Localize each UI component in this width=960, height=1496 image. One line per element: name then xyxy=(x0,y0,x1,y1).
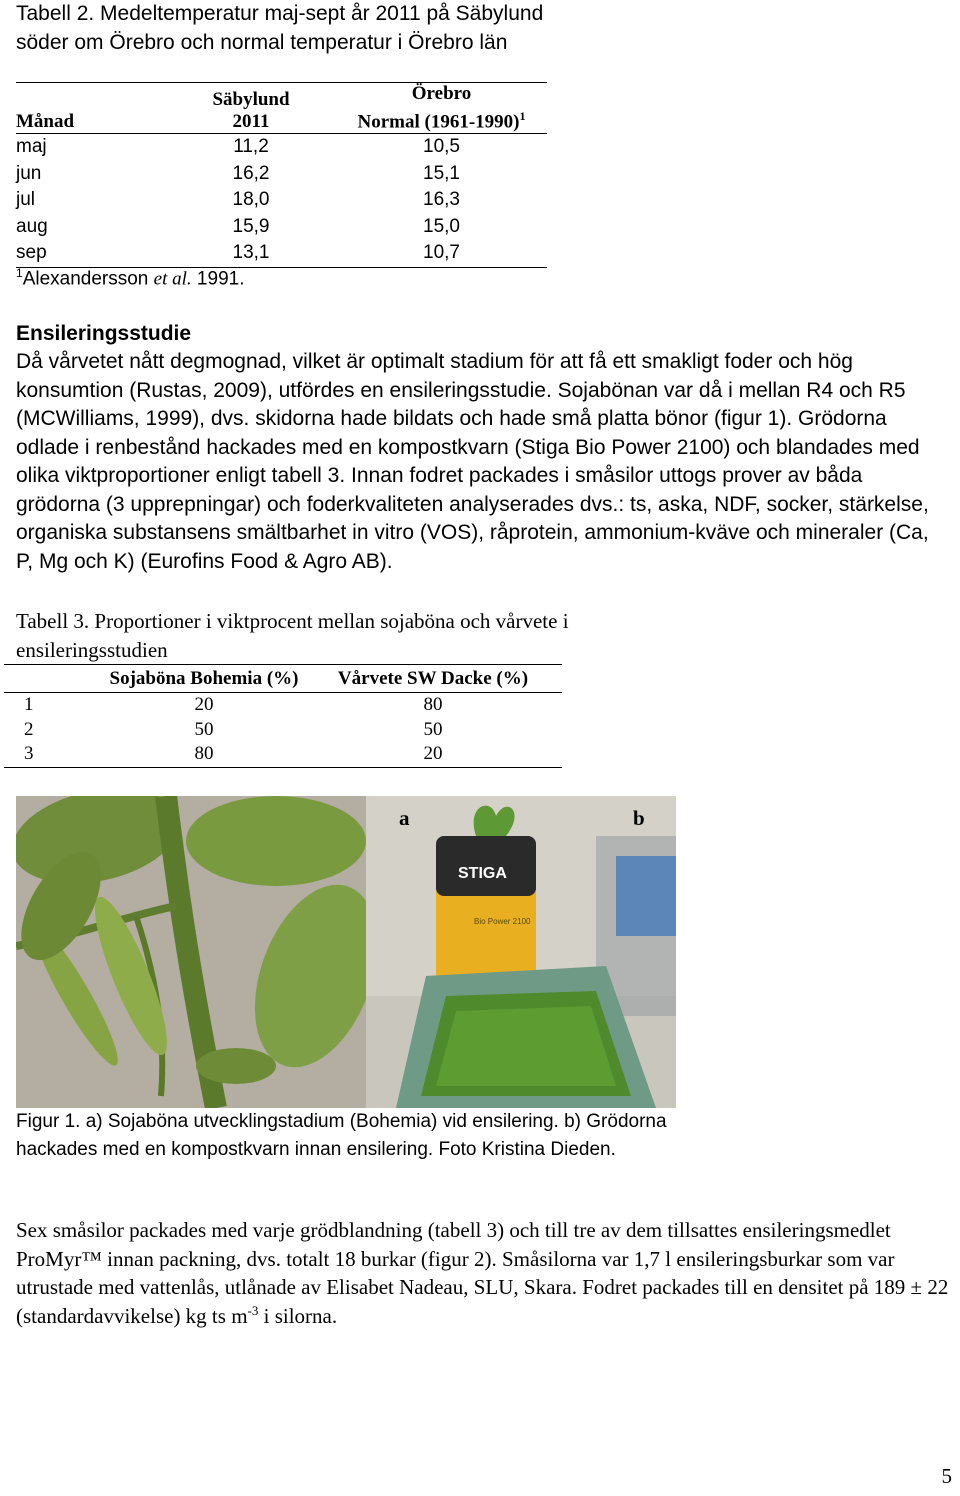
table3 xyxy=(4,664,562,768)
table3-row xyxy=(4,742,562,767)
table3-cell-n: 2 xyxy=(24,718,34,740)
table2-header-row xyxy=(16,83,547,134)
table2-cell-sabylund: 16,2 xyxy=(232,162,270,184)
machine-model-text: Bio Power 2100 xyxy=(474,917,531,926)
photo-label-a: a xyxy=(399,806,410,830)
section-heading: Ensileringsstudie xyxy=(16,322,192,345)
table2-row xyxy=(16,134,547,161)
section-body: Då vårvetet nått degmognad, vilket är optimalt stadium för att få ett smakligt foder och hög konsumtion (Rustas, 2009), utfördes en ensileringsstudie. Sojabönan var då i mellan R4 och R5 (MCWilliams, 1999), dvs. skidorna hade bildats och hade små platta bönor (figur 1). Grödorna odlade i renbestånd hackades med en kompostkvarn (Stiga Bio Power 2100) och blandades med olika viktproportioner enligt tabell 3. Innan fodret packades i småsilor uttogs prover av båda grödorna (3 upprepningar) och foderkvaliteten analyserades dvs.: ts, aska, NDF, socker, stärkelse, organiska substansens smältbarhet in vitro (VOS), råprotein, ammonium-kväve och mineraler (Ca, P, Mg och K) (Eurofins Food & Agro AB). xyxy=(16,350,929,573)
figure-1 xyxy=(16,796,676,1108)
table2-cell-month: maj xyxy=(16,136,47,158)
table2-row xyxy=(16,240,547,267)
table2-cell-orebro: 10,5 xyxy=(423,136,460,158)
table2-cell-month: jul xyxy=(16,189,36,211)
table3-cell-n: 3 xyxy=(24,743,34,765)
table2-row xyxy=(16,187,547,214)
paragraph-2: Sex småsilor packades med varje grödblandning (tabell 3) och till tre av dem tillsattes ensileringsmedlet ProMyr™ innan packning, dvs. totalt 18 burkar (figur 2). Småsilorna var 1,7 l ensileringsburkar som var utrustade med vattenlås, utlånade av Elisabet Nadeau, SLU, Skara. Fodret packades till en densitet på 189 ± 22 (standardavvikelse) kg ts $m^{-3}$ i silorna. xyxy=(16,1218,949,1328)
table2-cell-orebro: 15,0 xyxy=(423,215,460,237)
machine-brand-text: STIGA xyxy=(458,865,507,882)
table2-cell-month: aug xyxy=(16,215,48,237)
table2-body xyxy=(16,134,547,268)
table2 xyxy=(16,82,547,268)
table2-cell-sabylund: 18,0 xyxy=(232,189,270,211)
table3-cell-soja: 20 xyxy=(194,694,214,716)
table3-cell-soja: 50 xyxy=(194,718,214,740)
table3-cell-vete: 20 xyxy=(423,743,443,765)
table2-footnote: $^1$Alexandersson et al. 1991. xyxy=(16,266,245,290)
figure-caption: Figur 1. a) Sojaböna utvecklingstadium (Bohemia) vid ensilering. b) Grödorna hackades med en kompostkvarn innan ensilering. Foto Kristina Dieden. xyxy=(16,1111,667,1160)
table2-cell-orebro: 15,1 xyxy=(423,162,460,184)
table3-header-soja: Sojaböna Bohemia (%) xyxy=(109,667,299,689)
table3-cell-n: 1 xyxy=(24,694,34,716)
photo-compost-shredder xyxy=(366,796,676,1108)
page-number: 5 xyxy=(941,1464,952,1488)
table3-cell-soja: 80 xyxy=(194,743,214,765)
table2-cell-sabylund: 15,9 xyxy=(232,215,270,237)
table2-cell-orebro: 16,3 xyxy=(423,189,460,211)
table3-cell-vete: 80 xyxy=(423,694,443,716)
table3-header-row xyxy=(4,665,562,693)
table2-header-sabylund: Säbylund 2011 xyxy=(212,89,290,133)
table2-header-month: Månad xyxy=(16,111,75,133)
table3-row xyxy=(4,718,562,743)
table2-cell-month: jun xyxy=(16,162,42,184)
table3-caption: Tabell 3. Proportioner i viktprocent mellan sojaböna och vårvete i ensileringsstudien xyxy=(16,609,569,662)
table3-header-number xyxy=(4,665,104,693)
table2-caption: Tabell 2. Medeltemperatur maj-sept år 2011 på Säbylund söder om Örebro och normal temperatur i Örebro län xyxy=(16,2,544,54)
table3-header-vete: Vårvete SW Dacke (%) xyxy=(337,667,529,689)
table2-row xyxy=(16,161,547,188)
table2-header-orebro: Örebro Normal (1961-1990)$^1$ xyxy=(357,83,526,133)
photo-label-b: b xyxy=(633,806,645,830)
photo-soybean-plant xyxy=(16,796,366,1108)
table2-cell-sabylund: 11,2 xyxy=(233,136,269,158)
table2-cell-orebro: 10,7 xyxy=(423,242,460,264)
table3-row xyxy=(4,693,562,718)
table3-cell-vete: 50 xyxy=(423,718,443,740)
table2-cell-month: sep xyxy=(16,242,47,264)
table2-cell-sabylund: 13,1 xyxy=(232,242,270,264)
table3-body xyxy=(4,693,562,768)
table2-row xyxy=(16,214,547,241)
